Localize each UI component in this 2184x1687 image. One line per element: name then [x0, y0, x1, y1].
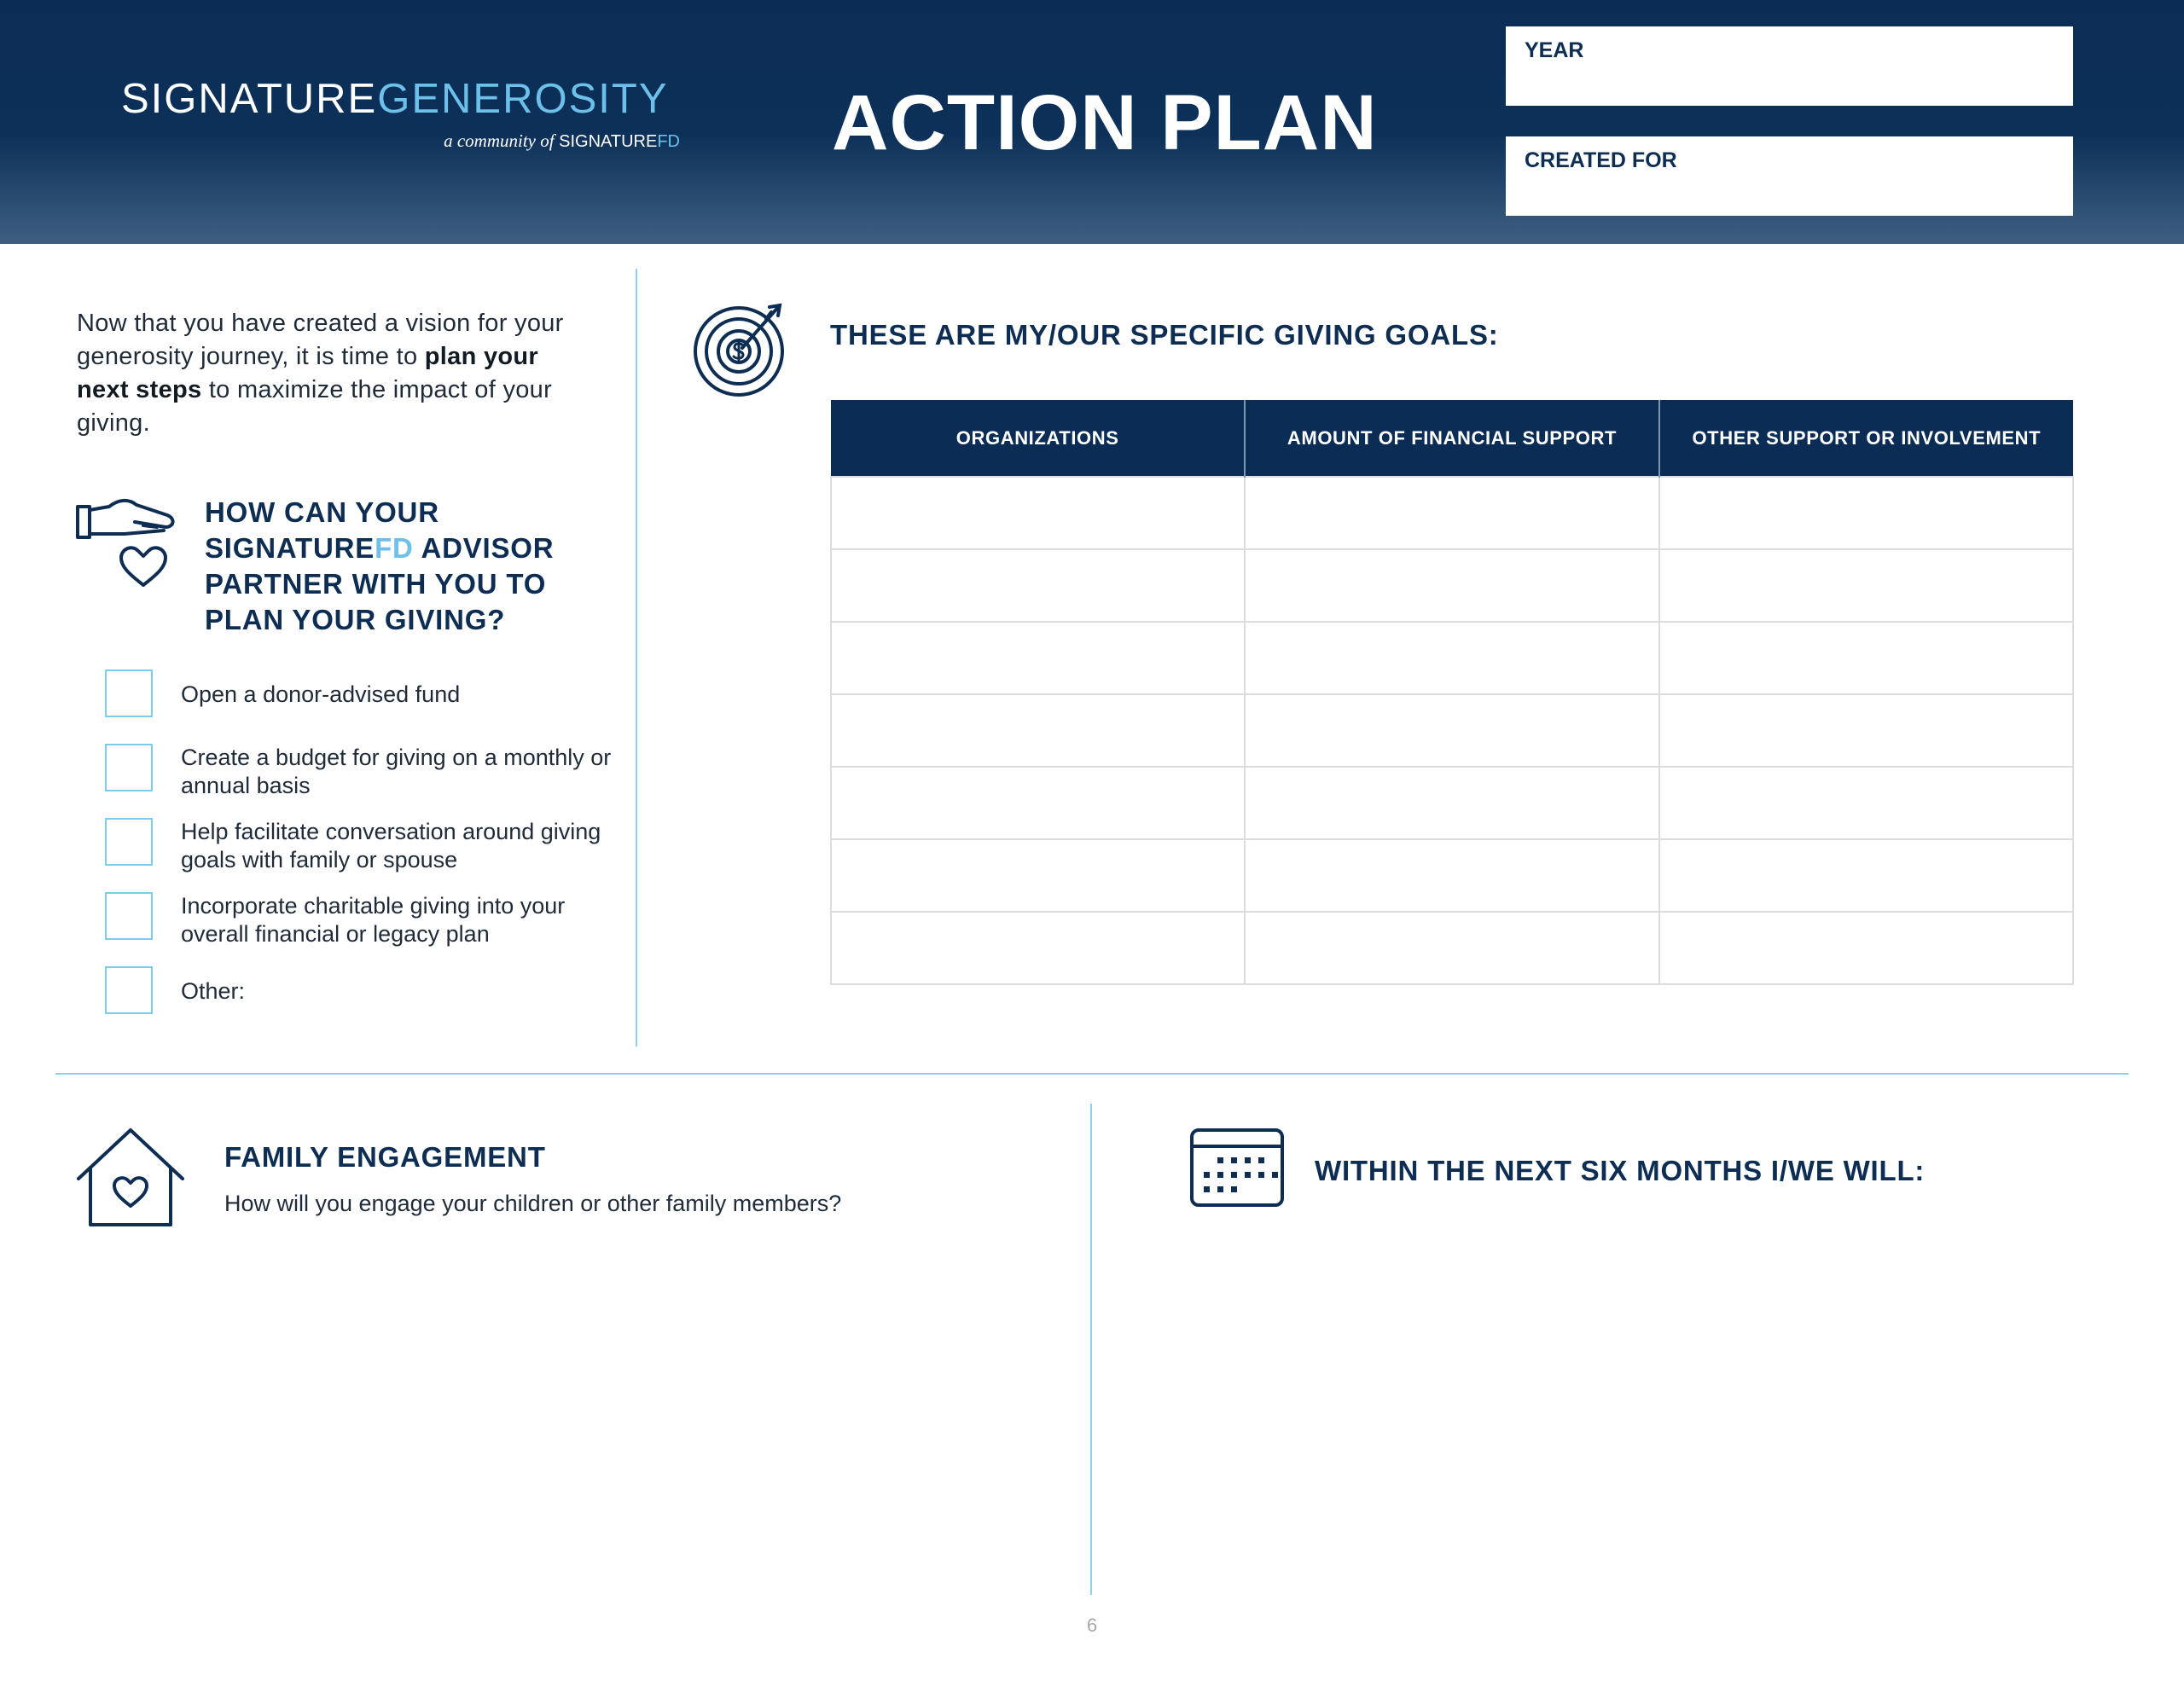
checkbox[interactable]: [105, 966, 153, 1014]
created-for-field[interactable]: [1506, 136, 2073, 216]
signature-generosity-logo: SIGNATUREGENEROSITY a community of SIGNATUREFD: [121, 76, 680, 151]
table-cell[interactable]: [831, 694, 1245, 767]
checkbox[interactable]: [105, 818, 153, 866]
table-cell[interactable]: [1245, 694, 1658, 767]
house-heart-icon: [75, 1128, 186, 1232]
bottom-column-divider: [1090, 1104, 1092, 1595]
table-row: [831, 912, 2073, 984]
family-engagement-question: How will you engage your children or other family members?: [224, 1191, 842, 1216]
advisor-heading: HOW CAN YOUR SIGNATUREFD ADVISOR PARTNER WITH YOU TO PLAN YOUR GIVING?: [205, 496, 555, 635]
option-label: Open a donor-advised fund: [181, 681, 461, 707]
table-row: [831, 622, 2073, 694]
column-header: AMOUNT OF FINANCIAL SUPPORT: [1245, 400, 1658, 477]
table-cell[interactable]: [831, 622, 1245, 694]
table-cell[interactable]: [831, 912, 1245, 984]
target-dollar-icon: [691, 299, 787, 403]
option-label: Create a budget for giving on a monthly or annual basis: [181, 745, 612, 798]
option-label: Help facilitate conversation around giving goals with family or spouse: [181, 819, 601, 872]
created-for-label: CREATED FOR: [1525, 148, 1677, 172]
hand-heart-icon: [75, 496, 179, 603]
checkbox[interactable]: [105, 892, 153, 940]
goals-heading: THESE ARE MY/OUR SPECIFIC GIVING GOALS:: [830, 319, 1499, 351]
option-label: Other:: [181, 978, 246, 1004]
option-label: Incorporate charitable giving into your overall financial or legacy plan: [181, 893, 566, 947]
table-cell[interactable]: [831, 549, 1245, 622]
intro-paragraph: Now that you have created a vision for your generosity journey, it is time to plan your next steps to maximize the impact of your giving.: [77, 310, 564, 437]
section-divider: [55, 1073, 2129, 1075]
table-row: [831, 477, 2073, 549]
header-banner: [0, 0, 2184, 244]
table-row: [831, 694, 2073, 767]
giving-goals-table: [830, 400, 2074, 985]
table-cell[interactable]: [1659, 767, 2073, 839]
calendar-icon: [1189, 1128, 1285, 1212]
column-header: ORGANIZATIONS: [831, 400, 1245, 477]
table-cell[interactable]: [831, 767, 1245, 839]
table-cell[interactable]: [831, 839, 1245, 912]
table-row: [831, 767, 2073, 839]
table-row: [831, 549, 2073, 622]
family-engagement-heading: FAMILY ENGAGEMENT: [224, 1141, 546, 1173]
table-cell[interactable]: [1659, 622, 2073, 694]
table-cell[interactable]: [1659, 912, 2073, 984]
checkbox[interactable]: [105, 744, 153, 791]
year-field[interactable]: [1506, 26, 2073, 106]
checkbox[interactable]: [105, 670, 153, 717]
table-cell[interactable]: [1245, 767, 1658, 839]
table-cell[interactable]: [1659, 839, 2073, 912]
table-cell[interactable]: [1245, 549, 1658, 622]
table-header-row: [831, 400, 2073, 477]
table-cell[interactable]: [1245, 477, 1658, 549]
table-cell[interactable]: [1659, 694, 2073, 767]
next-six-months-heading: WITHIN THE NEXT SIX MONTHS I/WE WILL:: [1315, 1155, 1926, 1186]
table-cell[interactable]: [1659, 477, 2073, 549]
table-row: [831, 839, 2073, 912]
table-cell[interactable]: [1245, 912, 1658, 984]
page-number: 6: [1086, 1615, 1098, 1636]
table-cell[interactable]: [1245, 622, 1658, 694]
table-cell[interactable]: [1659, 549, 2073, 622]
column-header: OTHER SUPPORT OR INVOLVEMENT: [1659, 400, 2073, 477]
column-divider: [636, 269, 637, 1046]
table-cell[interactable]: [831, 477, 1245, 549]
table-cell[interactable]: [1245, 839, 1658, 912]
page-title: ACTION PLAN: [832, 79, 1378, 166]
year-label: YEAR: [1525, 38, 1584, 62]
